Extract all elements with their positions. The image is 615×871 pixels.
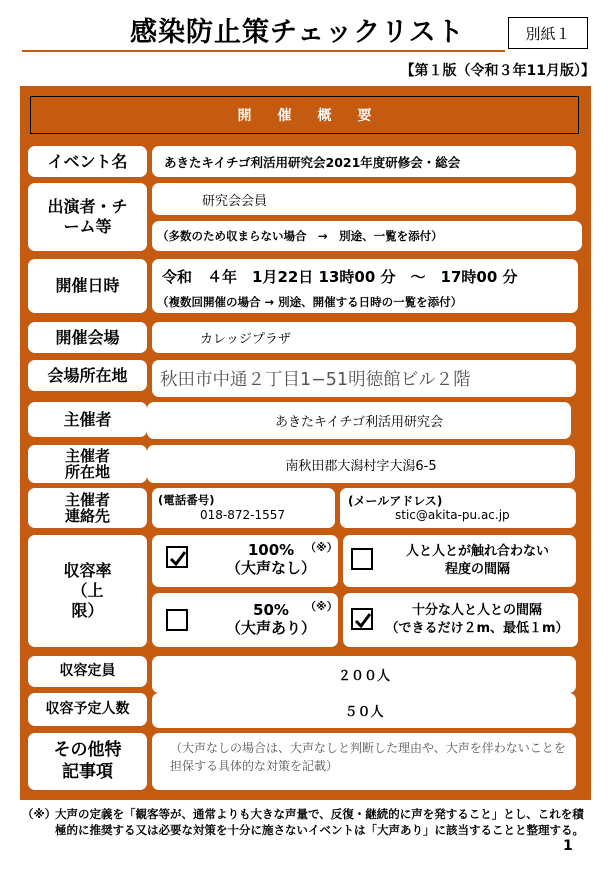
organizer-label: 主催者 — [28, 402, 147, 437]
capacity-field[interactable] — [152, 656, 576, 693]
option-spacing-line2: 程度の間隔 — [444, 562, 510, 577]
venue-address-label: 会場所在地 — [28, 360, 147, 391]
footnote-mark: （※） — [22, 807, 57, 821]
capacity-option-distance[interactable] — [343, 593, 578, 647]
performers-field[interactable] — [152, 183, 576, 215]
section-header-text: 開催概要 — [237, 108, 398, 124]
version-label: 【第１版（令和３年11月版）】 — [400, 63, 595, 79]
organizer-address-label: 主催者所在地 — [28, 445, 147, 483]
capacity-rate-label: 収容率（上限） — [28, 535, 147, 647]
organizer-address-value: 南秋田郡大潟村字大潟6-5 — [285, 458, 437, 474]
option-100-line2: （大声なし） — [225, 559, 316, 577]
checkmark-icon — [352, 609, 374, 631]
page-number: 1 — [563, 838, 573, 854]
event-name-value: あきたキイチゴ利活用研究会2021年度研修会・総会 — [164, 154, 461, 170]
organizer-contact-label: 主催者連絡先 — [28, 488, 147, 528]
phone-value: 018-872-1557 — [200, 508, 286, 522]
option-100-footnote-mark: （※） — [305, 541, 338, 554]
phone-label: (電話番号) — [158, 493, 215, 507]
other-notes-label: その他特記事項 — [28, 733, 147, 790]
venue-value: カレッジプラザ — [200, 332, 291, 347]
capacity-option-100[interactable] — [152, 535, 338, 587]
option-spacing-line1: 人と人とが触れ合わない — [405, 544, 549, 559]
organizer-field[interactable] — [147, 402, 571, 439]
footnote — [22, 806, 587, 838]
capacity-option-spacing[interactable] — [343, 535, 576, 587]
expected-attendance-value: ５０人 — [344, 705, 384, 720]
footnote-text: 大声の定義を「観客等が、通常よりも大きな声量で、反復・継続的に声を発すること」とし、これを積極的に推奨する又は必要な対策を十分に施さないイベントは「大声あり」に該当することと整理する。 — [55, 807, 584, 837]
title-underline — [22, 50, 505, 52]
organizer-phone-field[interactable] — [152, 488, 335, 528]
checkbox-no-contact-spacing[interactable] — [351, 548, 373, 570]
date-note: （複数回開催の場合 → 別途、開催する日時の一覧を添付） — [157, 295, 463, 309]
performers-label: 出演者・チーム等 — [28, 183, 147, 251]
option-100-line1: 100% — [247, 541, 295, 559]
date-value: 令和 ４年 1月22日 13時00 分 ～ 17時00 分 — [162, 268, 518, 286]
event-label: イベント名 — [28, 146, 147, 177]
option-distance-line2: （できるだけ２m、最低１m） — [385, 621, 569, 636]
capacity-option-50[interactable] — [152, 593, 338, 647]
option-50-line1: 50% — [253, 601, 289, 619]
other-notes-text: （大声なしの場合は、大声なしと判断した理由や、大声を伴わないことを担保する具体的な対策を記載） — [170, 741, 566, 773]
page-title: 感染防止策チェックリスト — [130, 17, 465, 48]
performers-value: 研究会会員 — [202, 193, 268, 209]
option-50-line2: （大声あり） — [225, 619, 316, 637]
capacity-label: 収容定員 — [28, 656, 147, 687]
section-header — [30, 96, 579, 134]
organizer-email-field[interactable] — [340, 488, 576, 528]
option-distance-line1: 十分な人と人との間隔 — [411, 603, 542, 618]
date-label: 開催日時 — [28, 259, 147, 313]
option-50-footnote-mark: （※） — [305, 600, 338, 613]
venue-label: 開催会場 — [28, 322, 147, 353]
performers-note-text: （多数のため収まらない場合 → 別途、一覧を添付） — [157, 229, 443, 243]
event-name-field[interactable] — [152, 146, 576, 177]
checkbox-50-percent[interactable] — [166, 609, 188, 631]
other-notes-field[interactable] — [152, 733, 576, 790]
organizer-address-field[interactable] — [147, 445, 575, 483]
email-label: (メールアドレス) — [348, 494, 443, 508]
performers-note — [152, 221, 582, 251]
checkmark-icon — [167, 547, 189, 569]
expected-attendance-field[interactable] — [152, 693, 576, 728]
organizer-value: あきたキイチゴ利活用研究会 — [275, 415, 443, 430]
date-field[interactable] — [152, 259, 578, 313]
email-value: stic@akita-pu.ac.jp — [395, 508, 510, 522]
venue-field[interactable] — [152, 322, 576, 353]
checkbox-100-percent[interactable] — [166, 546, 188, 568]
checkbox-sufficient-distance[interactable] — [351, 608, 373, 630]
venue-address-field[interactable] — [152, 360, 576, 397]
capacity-value: ２００人 — [337, 669, 390, 684]
expected-attendance-label: 収容予定人数 — [28, 693, 147, 726]
attachment-label: 別紙１ — [508, 17, 588, 49]
venue-address-value: 秋田市中通２丁目1−51明徳館ビル２階 — [160, 370, 471, 390]
